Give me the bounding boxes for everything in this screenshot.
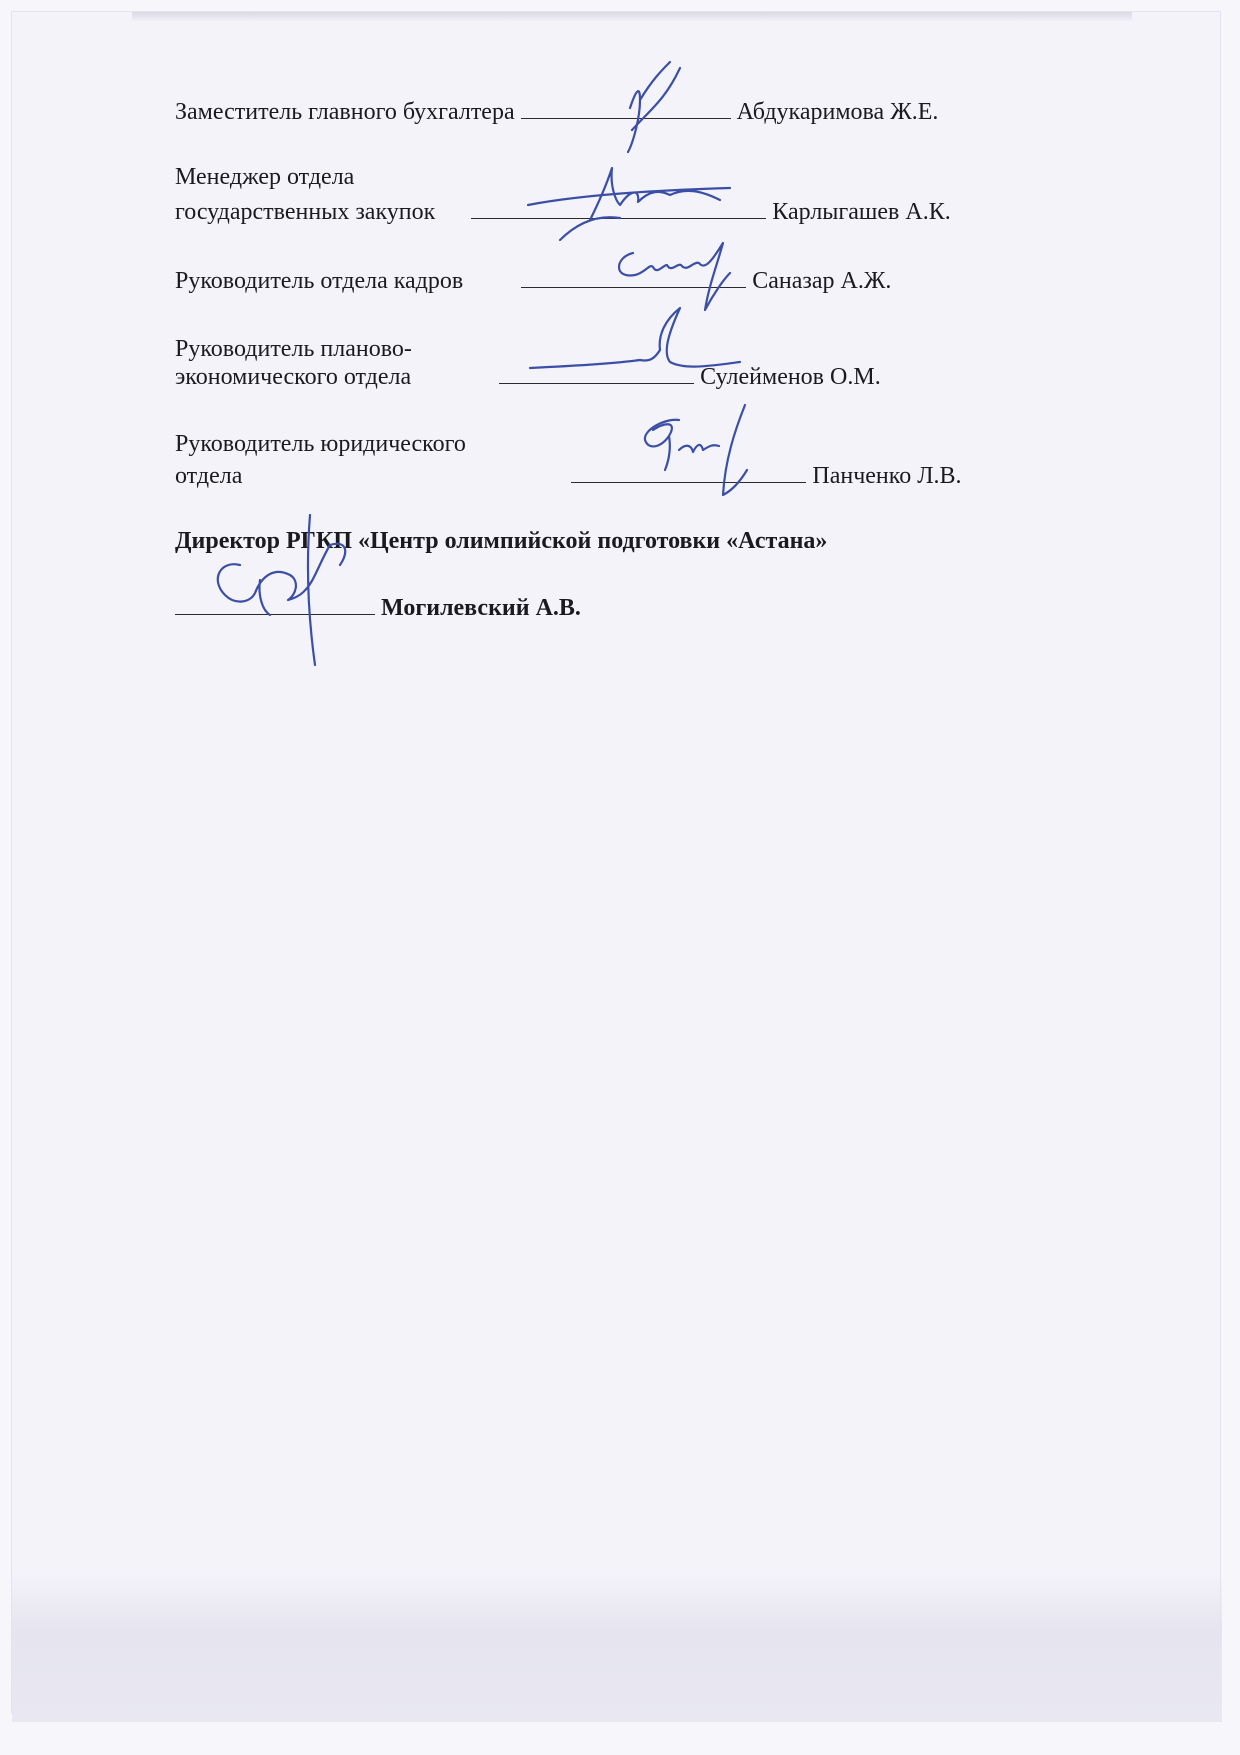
signatory-position: Руководитель планово- bbox=[175, 336, 412, 362]
signatory-row-5-label-1 bbox=[175, 429, 466, 459]
signatory-name: Абдукаримова Ж.Е. bbox=[736, 99, 939, 125]
signatory-position: экономического отдела bbox=[175, 364, 412, 390]
director-name: Могилевский А.В. bbox=[381, 595, 581, 621]
signature-5 bbox=[635, 400, 795, 510]
signatory-position: Заместитель главного бухгалтера bbox=[175, 99, 515, 125]
director-title: Директор РГКП «Центр олимпийской подготовки «Астана» bbox=[175, 528, 828, 554]
signatory-position: Руководитель отдела кадров bbox=[175, 268, 464, 294]
signatory-name: Карлыгашев А.К. bbox=[772, 199, 951, 225]
signatory-row-5 bbox=[175, 460, 961, 491]
signature-4 bbox=[530, 300, 750, 400]
scan-edge-shadow bbox=[132, 12, 1132, 22]
signatory-row-2-label-1 bbox=[175, 162, 354, 192]
signatory-position: Руководитель юридического bbox=[175, 431, 466, 457]
director-signature bbox=[200, 505, 370, 670]
scan-bottom-shading bbox=[12, 1572, 1222, 1722]
signatory-name: Саназар А.Ж. bbox=[752, 268, 892, 294]
signatory-name: Панченко Л.В. bbox=[812, 463, 962, 489]
signatory-position: государственных закупок bbox=[175, 199, 436, 225]
signatory-position: отдела bbox=[175, 463, 243, 489]
signature-1 bbox=[610, 60, 720, 160]
signatory-row-3 bbox=[175, 265, 891, 296]
signatory-position: Менеджер отдела bbox=[175, 164, 355, 190]
signatory-row-4 bbox=[175, 361, 881, 392]
signatory-name: Сулейменов О.М. bbox=[700, 364, 881, 390]
signatory-row-4-label-1 bbox=[175, 334, 412, 364]
signatory-row-1 bbox=[175, 96, 938, 127]
